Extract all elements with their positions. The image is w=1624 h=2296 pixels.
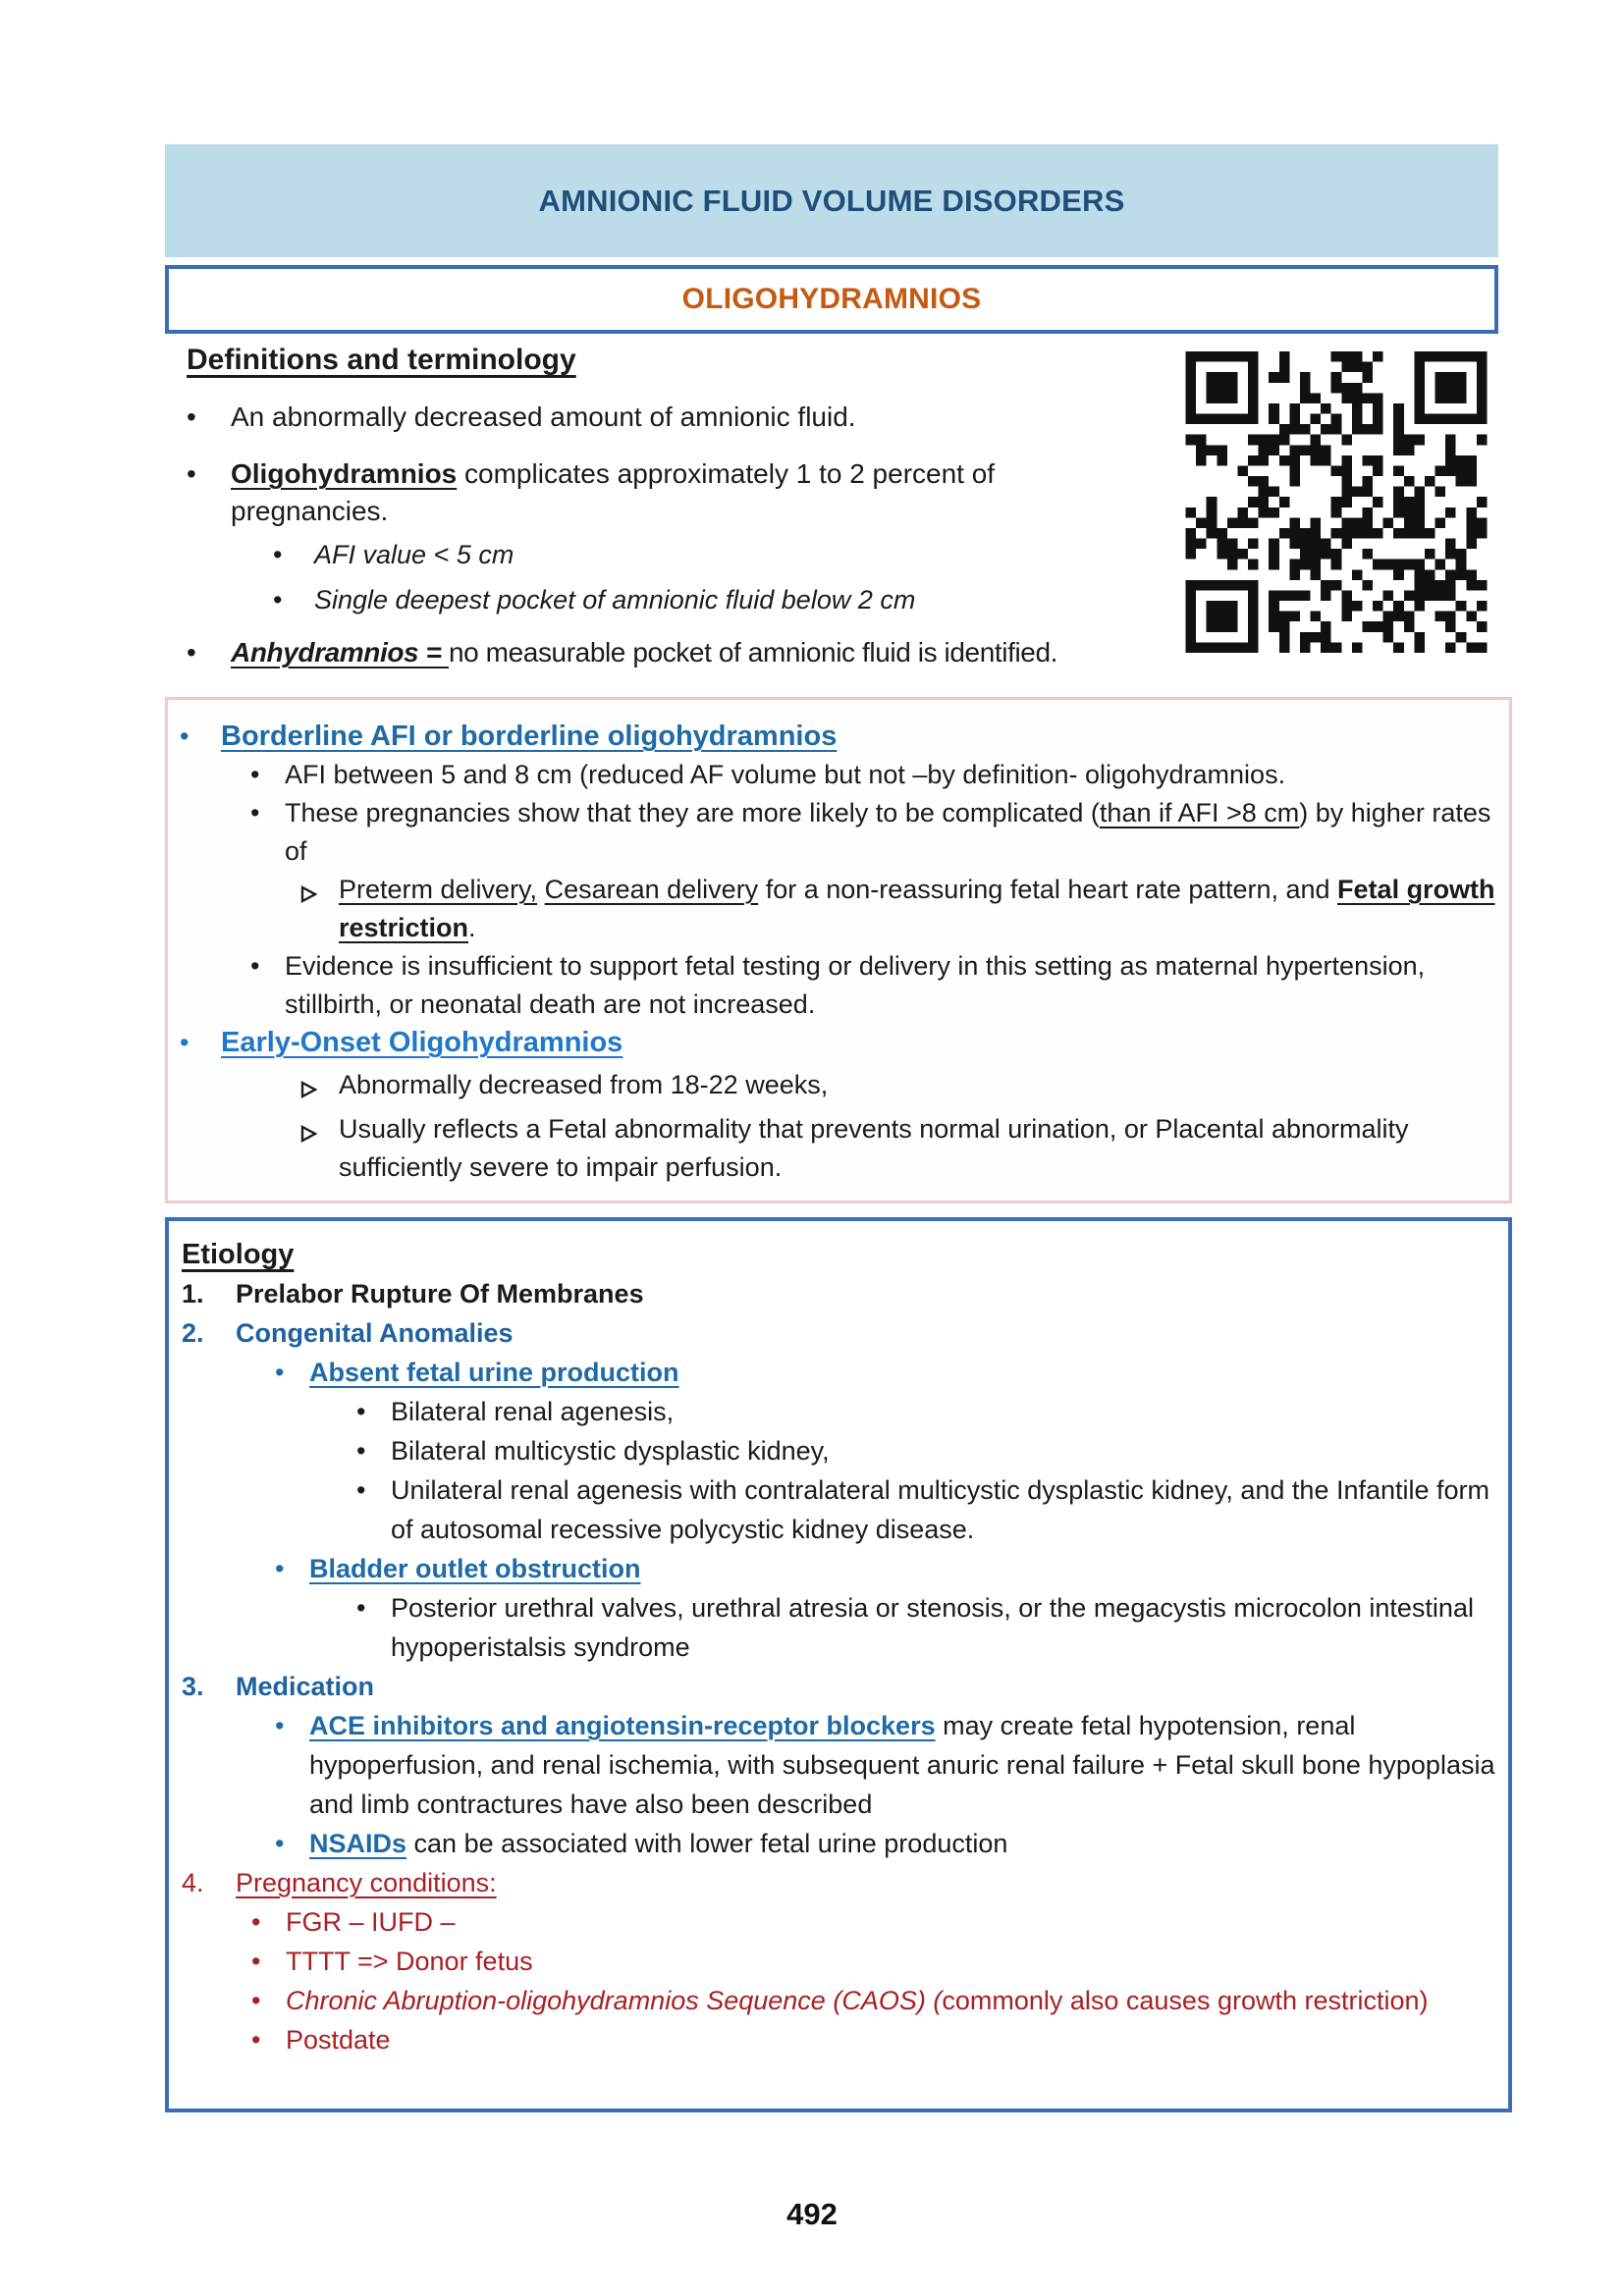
arrow-icon: [299, 1066, 339, 1110]
pregnancy-condition-text: Postdate: [286, 2025, 391, 2055]
pregnancy-condition-text: FGR – IUFD –: [286, 1907, 456, 1937]
list-item: [165, 536, 1294, 573]
early-onset-text: Abnormally decreased from 18-22 weeks,: [339, 1070, 829, 1099]
list-item: [168, 756, 1497, 794]
etiology-text: Bilateral renal agenesis,: [391, 1397, 675, 1426]
list-item: [169, 1470, 1496, 1549]
item-number: 1.: [182, 1279, 204, 1308]
list-item: [169, 1392, 1496, 1431]
bullet-icon: •: [180, 1028, 189, 1057]
etiology-text: Posterior urethral valves, urethral atresia or stenosis, or the megacystis microcolon intestinal hypoperistalsis syndrome: [391, 1593, 1474, 1662]
list-item: [169, 1353, 1496, 1392]
bladder-heading: Bladder outlet obstruction: [309, 1554, 641, 1583]
bullet-icon: •: [180, 721, 189, 751]
numbered-item: [169, 1313, 1496, 1353]
borderline-text: Preterm delivery, Cesarean delivery for a non-reassuring fetal heart rate pattern, and Fetal growth restriction.: [339, 875, 1495, 942]
definition-text: Anhydramnios = no measurable pocket of amnionic fluid is identified.: [231, 637, 1058, 667]
definitions-heading: Definitions and terminology: [187, 344, 576, 376]
bullet-icon: •: [273, 540, 283, 569]
list-item: [169, 1706, 1496, 1824]
list-item: [169, 1981, 1496, 2020]
arrow-icon: [299, 871, 339, 915]
list-item: [168, 1110, 1497, 1187]
arrow-icon: [299, 1110, 339, 1154]
borderline-text: These pregnancies show that they are more likely to be complicated (than if AFI >8 cm) by higher rates of: [285, 798, 1491, 866]
section-title: OLIGOHYDRAMNIOS: [681, 283, 982, 315]
list-item: [165, 634, 1294, 671]
list-item: [165, 399, 1294, 436]
list-item: [168, 1024, 1497, 1062]
etiology-text: ACE inhibitors and angiotensin-receptor blockers may create fetal hypotension, renal hypoperfusion, and renal ischemia, with subsequent anuric renal failure + Fetal skull bone hypoplasia and limb contractures have also been described: [309, 1711, 1495, 1819]
pregnancy-condition-text: TTTT => Donor fetus: [286, 1947, 533, 1976]
list-item: [169, 1824, 1496, 1863]
list-item: [168, 947, 1497, 1024]
bullet-icon: •: [250, 951, 260, 981]
bullet-icon: •: [275, 1711, 285, 1740]
bullet-icon: •: [187, 401, 196, 432]
list-item: [169, 1549, 1496, 1588]
numbered-item: [169, 1667, 1496, 1706]
early-onset-heading: Early-Onset Oligohydramnios: [221, 1027, 623, 1058]
page-title: AMNIONIC FLUID VOLUME DISORDERS: [538, 183, 1125, 218]
borderline-heading: Borderline AFI or borderline oligohydramnios: [221, 721, 838, 752]
borderline-box: [165, 697, 1512, 1203]
list-item: [168, 794, 1497, 871]
bullet-icon: •: [251, 1986, 261, 2015]
bullet-icon: •: [187, 637, 196, 667]
bullet-icon: •: [356, 1593, 366, 1623]
qr-code: [1183, 351, 1489, 653]
item-number: 3.: [182, 1672, 204, 1701]
section-title-box: [165, 265, 1498, 334]
definition-subtext: Single deepest pocket of amnionic fluid below 2 cm: [314, 585, 916, 614]
list-item: [168, 1066, 1497, 1110]
bullet-icon: •: [356, 1397, 366, 1426]
numbered-item: [169, 1863, 1496, 1902]
page-number: 492: [786, 2197, 838, 2231]
pregnancy-condition-text: Chronic Abruption-oligohydramnios Sequence (CAOS) (commonly also causes growth restriction): [286, 1986, 1429, 2015]
bullet-icon: •: [356, 1436, 366, 1466]
list-item: [169, 1588, 1496, 1667]
etiology-text: Unilateral renal agenesis with contralateral multicystic dysplastic kidney, and the Infantile form of autosomal recessive polycystic kidney disease.: [391, 1475, 1490, 1544]
pregnancy-conditions-heading: Pregnancy conditions:: [236, 1868, 497, 1897]
bullet-icon: •: [250, 798, 260, 828]
absent-urine-heading: Absent fetal urine production: [309, 1358, 679, 1387]
definition-text: Oligohydramnios complicates approximately 1 to 2 percent of pregnancies.: [231, 458, 996, 526]
etiology-box: [165, 1217, 1512, 2112]
list-item: [168, 718, 1497, 756]
item-number: 4.: [182, 1868, 204, 1897]
bullet-icon: •: [273, 585, 283, 614]
definition-text: An abnormally decreased amount of amnionic fluid.: [231, 401, 856, 432]
list-item: [165, 455, 1294, 530]
list-item: [169, 1902, 1496, 1942]
bullet-icon: •: [275, 1554, 285, 1583]
list-item: [168, 871, 1497, 947]
borderline-text: Evidence is insufficient to support fetal testing or delivery in this setting as maternal hypertension, stillbirth, or neonatal death are not increased.: [285, 951, 1426, 1019]
item-number: 2.: [182, 1318, 204, 1348]
list-item: [169, 1431, 1496, 1470]
numbered-item: [169, 1274, 1496, 1313]
bullet-icon: •: [251, 1947, 261, 1976]
etiology-item: Congenital Anomalies: [236, 1318, 514, 1348]
bullet-icon: •: [187, 458, 196, 489]
etiology-item: Medication: [236, 1672, 375, 1701]
etiology-item: Prelabor Rupture Of Membranes: [236, 1279, 644, 1308]
definitions-section: [165, 342, 1294, 671]
bullet-icon: •: [250, 760, 260, 789]
main-title-banner: [165, 144, 1498, 257]
bullet-icon: •: [275, 1829, 285, 1858]
etiology-text: Bilateral multicystic dysplastic kidney,: [391, 1436, 830, 1466]
list-item: [169, 2020, 1496, 2059]
list-item: [165, 581, 1294, 618]
borderline-text: AFI between 5 and 8 cm (reduced AF volume but not –by definition- oligohydramnios.: [285, 760, 1286, 789]
definition-subtext: AFI value < 5 cm: [314, 540, 514, 569]
bullet-icon: •: [251, 1907, 261, 1937]
etiology-text: NSAIDs can be associated with lower fetal urine production: [309, 1829, 1008, 1858]
etiology-heading: Etiology: [182, 1239, 295, 1270]
list-item: [169, 1942, 1496, 1981]
bullet-icon: •: [356, 1475, 366, 1505]
early-onset-text: Usually reflects a Fetal abnormality that prevents normal urination, or Placental abnormality sufficiently severe to impair perfusion.: [339, 1114, 1409, 1182]
bullet-icon: •: [275, 1358, 285, 1387]
qr-code-graphic: [1183, 351, 1489, 653]
bullet-icon: •: [251, 2025, 261, 2055]
